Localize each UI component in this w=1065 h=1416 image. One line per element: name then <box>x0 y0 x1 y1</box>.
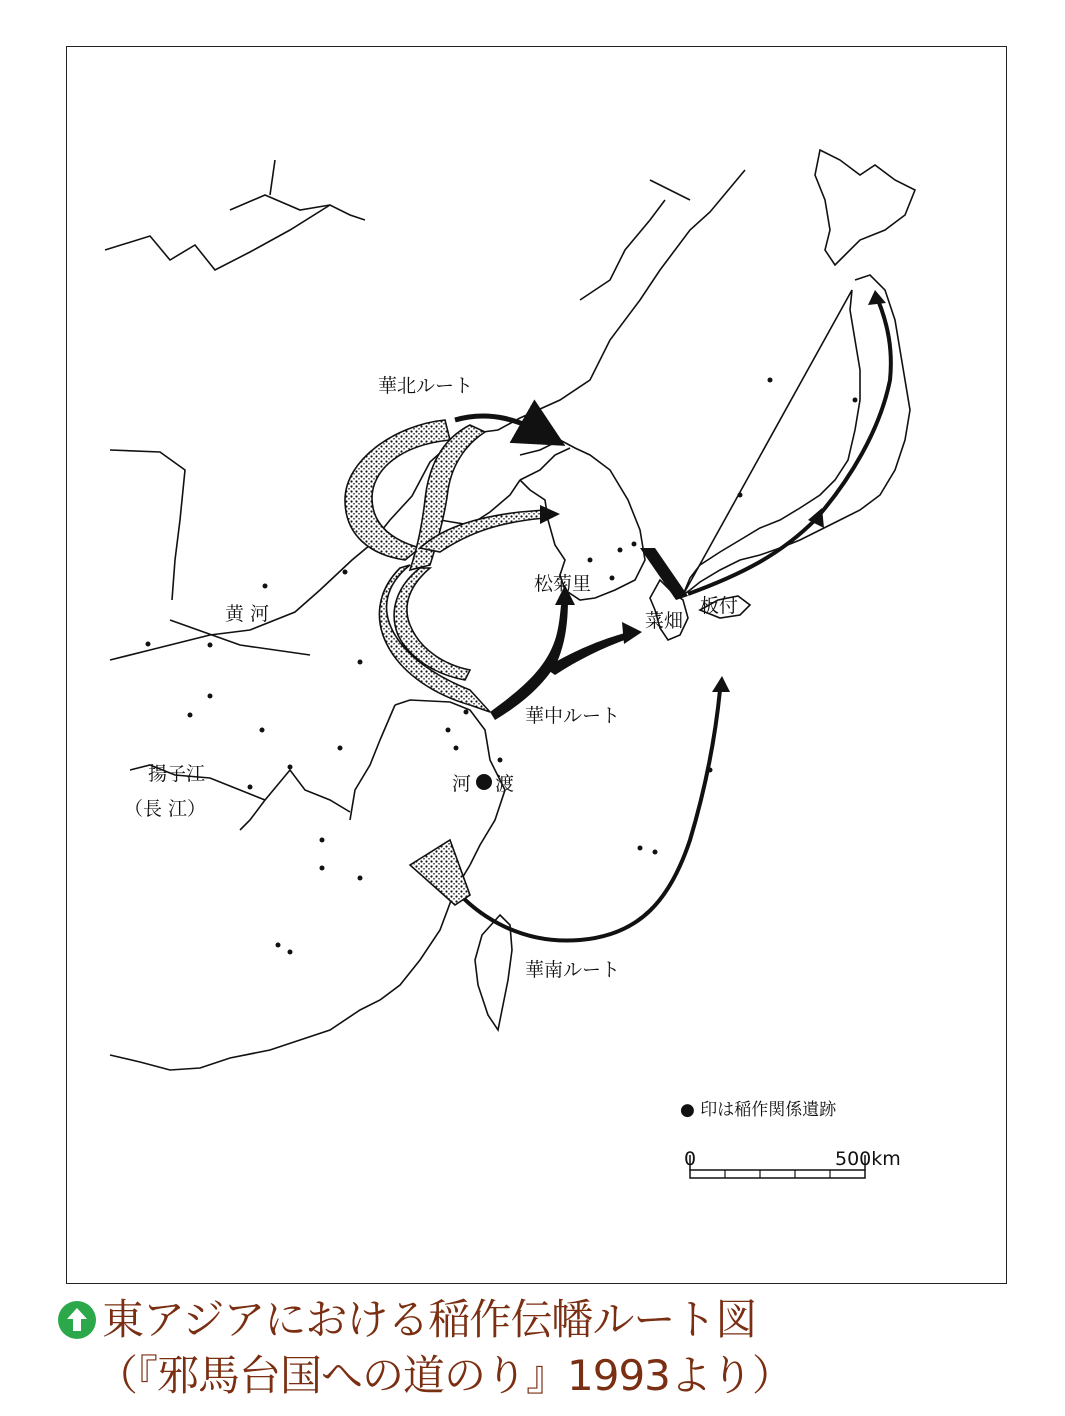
south-route-wedge <box>410 840 470 905</box>
itazuke-label: 板付 <box>700 595 739 617</box>
figure-caption <box>58 1292 1058 1404</box>
scale-start: 0 <box>684 1148 697 1170</box>
caption-source: （『邪馬台国への道のり』1993より） <box>96 1351 793 1400</box>
kyushu-wedge <box>640 548 688 600</box>
scale-end: 500km <box>835 1148 901 1170</box>
up-arrow-circle-icon <box>58 1301 96 1339</box>
central-route-curve <box>490 598 568 720</box>
south-route-arrowhead-up <box>712 676 730 692</box>
central-route-band <box>379 565 490 712</box>
songgukri-label: 松菊里 <box>534 573 592 595</box>
nabatake-label: 菜畑 <box>645 610 684 632</box>
south-route-loop <box>440 690 720 941</box>
scale-bar <box>684 1148 901 1178</box>
hemudu-site-marker <box>476 774 492 790</box>
north-route-arrowhead-2 <box>540 505 560 524</box>
hemudu-label-right: 渡 <box>495 773 515 795</box>
south-route-label: 華南ルート <box>525 959 621 981</box>
yellow-river-label: 黄 河 <box>225 603 270 625</box>
taiwan <box>475 915 512 1030</box>
yangtze-label: 揚子江 <box>148 763 206 785</box>
central-route-label: 華中ルート <box>525 705 621 727</box>
japan-islands <box>650 150 915 640</box>
caption-title-line <box>58 1292 1058 1348</box>
north-route-label: 華北ルート <box>378 375 474 397</box>
central-route-arrowhead-right <box>622 622 642 644</box>
legend-text: ● 印は稲作関係遺跡 <box>680 1100 837 1120</box>
site-dots <box>146 378 858 955</box>
japan-route-arrowhead <box>868 290 886 305</box>
japan-route-arrow <box>688 300 891 594</box>
caption-title: 東アジアにおける稲作伝幡ルート図 <box>102 1295 757 1344</box>
hemudu-label-left: 河 <box>452 773 472 795</box>
yangtze-alt-label: （長 江） <box>124 798 207 820</box>
